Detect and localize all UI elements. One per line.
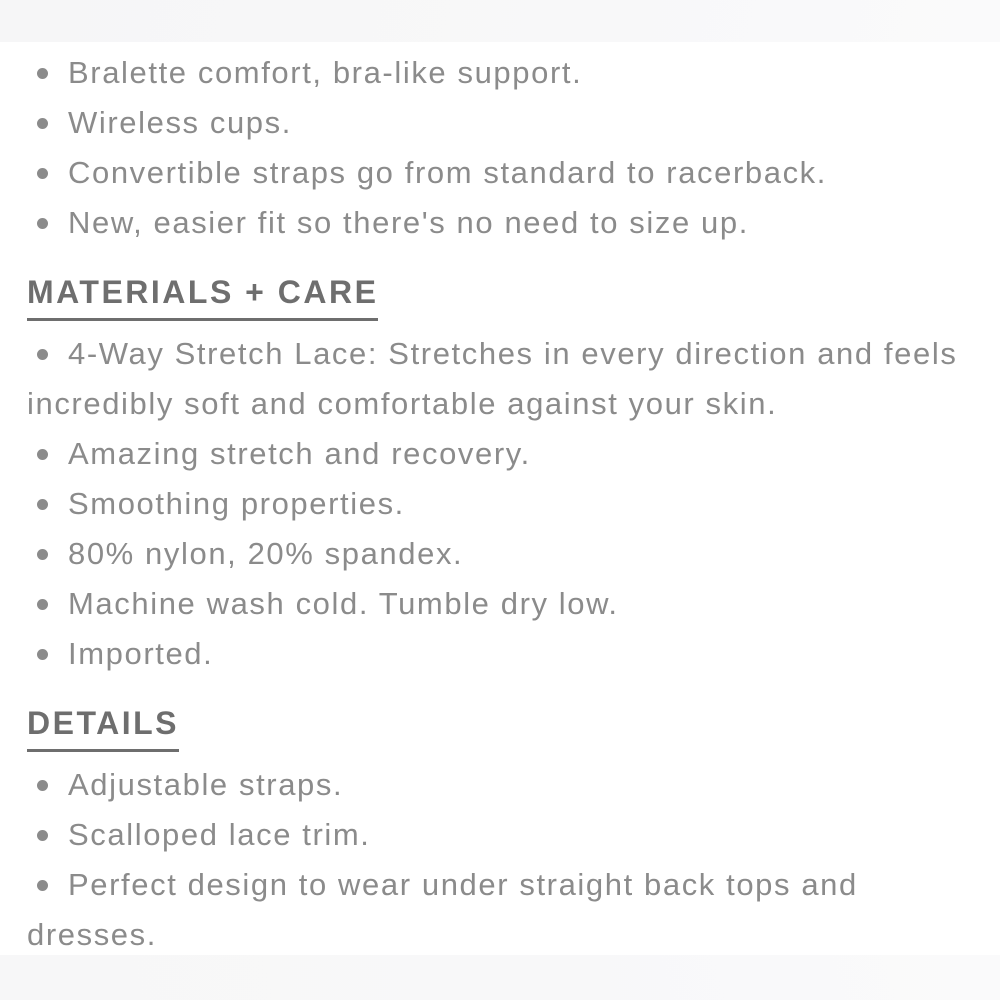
bullet-item <box>27 48 973 98</box>
bullet-item-text: Bralette comfort, bra-like support. <box>68 55 583 90</box>
bullet-icon <box>37 880 48 891</box>
bullet-item-text: Smoothing properties. <box>68 486 405 521</box>
bullet-item-text: 80% nylon, 20% spandex. <box>68 536 464 571</box>
bottom-edge-band <box>0 955 1000 1000</box>
section-heading-label: MATERIALS + CARE <box>27 267 378 321</box>
bullet-item <box>27 810 973 860</box>
product-description-content <box>0 42 1000 960</box>
bullet-icon <box>37 218 48 229</box>
bullet-item-text: Scalloped lace trim. <box>68 817 371 852</box>
bullet-icon <box>37 449 48 460</box>
section-heading <box>27 267 973 321</box>
section-heading <box>27 698 973 752</box>
bullet-item <box>27 429 973 479</box>
bullet-icon <box>37 780 48 791</box>
top-edge-band <box>0 0 1000 42</box>
bullet-item-text: Wireless cups. <box>68 105 292 140</box>
bullet-item <box>27 760 973 810</box>
bullet-item <box>27 860 973 960</box>
bullet-item-text: Machine wash cold. Tumble dry low. <box>68 586 619 621</box>
bullet-item-text: New, easier fit so there's no need to size up. <box>68 205 749 240</box>
bullet-item <box>27 479 973 529</box>
bullet-icon <box>37 649 48 660</box>
bullet-icon <box>37 349 48 360</box>
bullet-item <box>27 148 973 198</box>
bullet-icon <box>37 549 48 560</box>
bullet-icon <box>37 599 48 610</box>
bullet-icon <box>37 168 48 179</box>
bullet-item-text: Amazing stretch and recovery. <box>68 436 531 471</box>
bullet-item <box>27 98 973 148</box>
bullet-icon <box>37 499 48 510</box>
bullet-item-text: Perfect design to wear under straight back tops and dresses. <box>27 867 858 952</box>
bullet-item <box>27 529 973 579</box>
bullet-item <box>27 579 973 629</box>
section-heading-label: DETAILS <box>27 698 179 752</box>
bullet-item-text: Adjustable straps. <box>68 767 344 802</box>
bullet-item <box>27 329 973 429</box>
bullet-item <box>27 629 973 679</box>
bullet-item <box>27 198 973 248</box>
bullet-item-text: 4-Way Stretch Lace: Stretches in every direction and feels incredibly soft and comfortable against your skin. <box>27 336 958 421</box>
bullet-item-text: Imported. <box>68 636 214 671</box>
bullet-icon <box>37 68 48 79</box>
bullet-icon <box>37 830 48 841</box>
bullet-item-text: Convertible straps go from standard to racerback. <box>68 155 827 190</box>
bullet-icon <box>37 118 48 129</box>
